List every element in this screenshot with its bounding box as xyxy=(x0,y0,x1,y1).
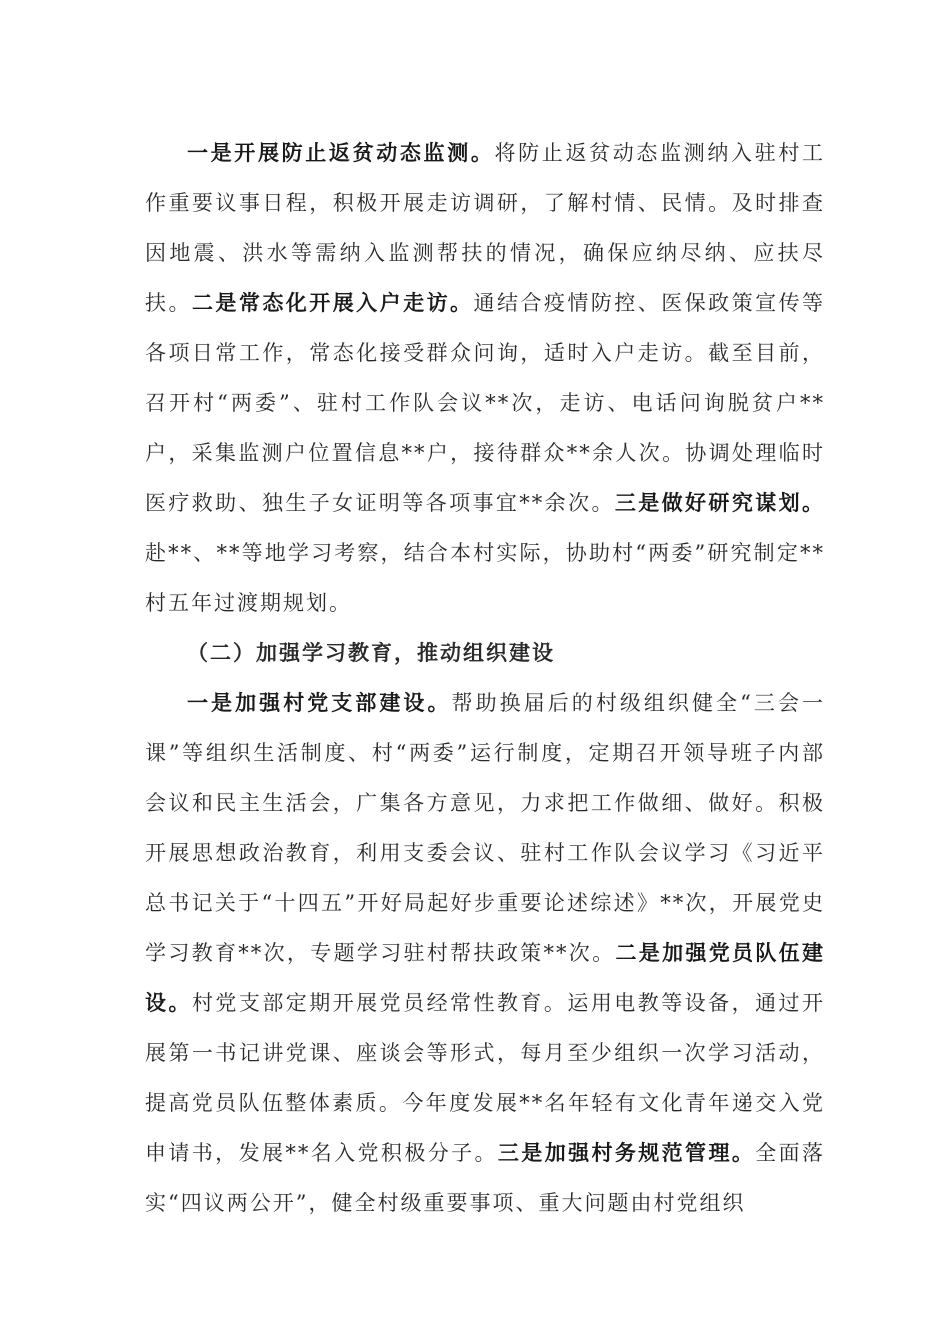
paragraph-organization-building xyxy=(145,678,825,1228)
document-body xyxy=(145,128,825,1228)
body-party-branch: 帮助换届后的村级组织健全“三会一课”等组织生活制度、村“两委”运行制度，定期召开领导班子内部会议和民主生活会，广集各方意见，力求把工作做细、做好。积极开展思想政治教育，利用支委会议、驻村工作队会议学习《习近平总书记关于“十四五”开好局起好步重要论述综述》**次，开展党史学习教育**次，专题学习驻村帮扶政策**次。 xyxy=(145,691,825,965)
lead-household-visits: 二是常态化开展入户走访。 xyxy=(191,290,474,315)
body-village-affairs: 全面落实“四议两公开”，健全村级重要事项、重大问题由村党组织 xyxy=(145,1141,826,1215)
body-party-members: 村党支部定期开展党员经常性教育。运用电教等设备，通过开展第一书记讲党课、座谈会等形式，每月至少组织一次学习活动，提高党员队伍整体素质。今年度发展**名年轻有文化青年递交入党申请书，发展**名入党积极分子。 xyxy=(145,991,826,1165)
lead-party-branch: 一是加强村党支部建设。 xyxy=(187,690,452,715)
body-household-visits: 通结合疫情防控、医保政策宣传等各项日常工作，常态化接受群众问询，适时入户走访。截至目前，召开村“两委”、驻村工作队会议**次，走访、电话问询脱贫户**户，采集监测户位置信息**户，接待群众**余人次。协调处理临时医疗救助、独生子女证明等各项事宜**余次。 xyxy=(145,291,826,515)
body-prevent-poverty-return: 将防止返贫动态监测纳入驻村工作重要议事日程，积极开展走访调研，了解村情、民情。及时排查因地震、洪水等需纳入监测帮扶的情况，确保应纳尽纳、应扶尽扶。 xyxy=(145,141,825,315)
section-heading-2: （二）加强学习教育，推动组织建设 xyxy=(187,640,555,665)
lead-prevent-poverty-return: 一是开展防止返贫动态监测。 xyxy=(187,140,495,165)
paragraph-monitoring-visits xyxy=(145,128,825,628)
body-research-planning: 赴**、**等地学习考察，结合本村实际，协助村“两委”研究制定**村五年过渡期规划。 xyxy=(145,541,825,615)
lead-research-planning: 三是做好研究谋划。 xyxy=(614,490,826,515)
lead-party-members: 二是加强党员队伍建设。 xyxy=(145,940,826,1015)
lead-village-affairs: 三是加强村务规范管理。 xyxy=(497,1140,756,1165)
